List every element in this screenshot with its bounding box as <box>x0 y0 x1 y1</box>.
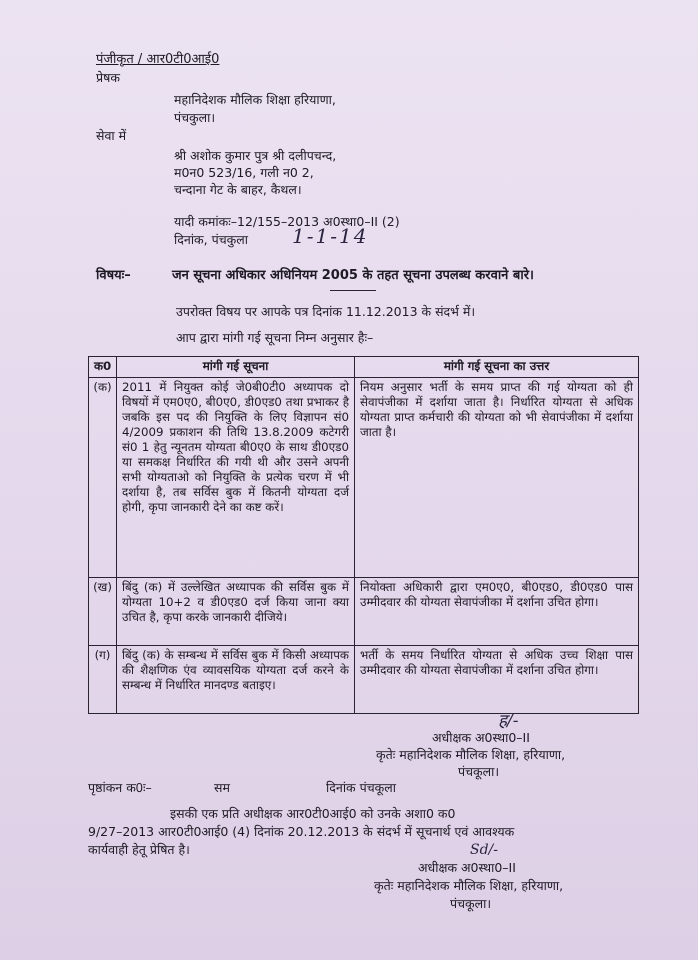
recipient-line-2: म0न0 523/16, गली न0 2, <box>174 165 314 180</box>
row-number: (ख) <box>89 578 117 646</box>
signature2-title: अधीक्षक अ0स्था0–II <box>418 860 516 875</box>
handwritten-date: 1-1-14 <box>292 224 369 248</box>
row-number: (क) <box>89 378 117 578</box>
to-label: सेवा में <box>96 128 127 143</box>
endorsement-date-label: दिनांक पंचकूला <box>326 780 396 795</box>
endorsement-line-2: 9/27–2013 आर0टी0आई0 (4) दिनांक 20.12.2013 के संदर्भ में सूचनार्थ एवं आवश्यक <box>88 824 515 839</box>
body-para-2: आप द्वारा मांगी गई सूचना निम्न अनुसार हैः– <box>176 330 374 345</box>
row-number: (ग) <box>89 646 117 714</box>
signature1-place: पंचकूला। <box>458 764 500 779</box>
endorsement-line-1: इसकी एक प्रति अधीक्षक आर0टी0आई0 को उनके अशा0 क0 <box>170 806 456 821</box>
reference-number: यादी कमांकः–12/155–2013 अ0स्था0–II (2) <box>174 214 400 229</box>
table-row <box>89 646 639 714</box>
registered-label: पंजीकृत / आर0टी0आई0 <box>96 52 220 67</box>
row-question: बिंदु (क) में उल्लेखित अध्यापक की सर्विस बुक में योग्यता 10+2 व डी0एड0 दर्ज किया जाना क्या उचित है, कृपा करके जानकारी दीजिये। <box>117 578 355 646</box>
handwritten-signature-1: ह/- <box>498 711 519 731</box>
sender-line-1: महानिदेशक मौलिक शिक्षा हरियाणा, <box>174 92 336 107</box>
sender-label: प्रेषक <box>96 70 120 85</box>
subject-label: विषयः– <box>96 268 131 283</box>
signature2-for: कृतेः महानिदेशक मौलिक शिक्षा, हरियाणा, <box>374 878 564 893</box>
table-row <box>89 378 639 578</box>
signature1-title: अधीक्षक अ0स्था0–II <box>432 730 530 745</box>
handwritten-signature-2: Sd/- <box>470 842 498 858</box>
information-table <box>88 356 639 714</box>
table-row <box>89 578 639 646</box>
endorsement-line-3: कार्यवाही हेतू प्रेषित है। <box>88 842 190 857</box>
subject-underline <box>330 290 376 291</box>
table-header-row <box>89 357 639 378</box>
col-header-answer: मांगी गई सूचना का उत्तर <box>355 357 639 378</box>
endorsement-same: सम <box>214 780 230 795</box>
row-answer: नियोक्ता अधिकारी द्वारा एम0ए0, बी0एड0, डी0एड0 पास उम्मीदवार की योग्यता सेवापंजीका में दर्शाना उचित होगा। <box>355 578 639 646</box>
signature2-place: पंचकूला। <box>450 896 492 911</box>
sender-line-2: पंचकुला। <box>174 110 216 125</box>
signature1-for: कृतेः महानिदेशक मौलिक शिक्षा, हरियाणा, <box>376 747 566 762</box>
recipient-line-1: श्री अशोक कुमार पुत्र श्री दलीपचन्द, <box>174 148 337 163</box>
subject-text: जन सूचना अधिकार अधिनियम 2005 के तहत सूचना उपलब्ध करवाने बारे। <box>172 268 534 283</box>
col-header-question: मांगी गई सूचना <box>117 357 355 378</box>
row-question: 2011 में नियुक्त कोई जे0बी0टी0 अध्यापक दो विषयों में एम0ए0, बी0ए0, डी0एड0 तथा प्रभाकर है जबकि इस पद की नियुक्ति के लिए विज्ञापन सं0 4/2009 प्रकाशन की तिथि 13.8.2009 कटेगरी सं0 1 हेतु न्यूनतम योग्यता बी0ए0 के साथ डी0एड0 या समकक्ष निर्धारित की गयी थी और उसने अपनी सभी योग्यताओ को नियुक्ति के प्रत्येक चरण में भी दर्शाया है, तब सर्विस बुक में कितनी योग्यता दर्ज होगी, कृपा जानकारी देने का कष्ट करें। <box>117 378 355 578</box>
col-header-no: क0 <box>89 357 117 378</box>
row-answer: भर्ती के समय निर्धारित योग्यता से अधिक उच्च शिक्षा पास उम्मीदवार की योग्यता सेवापंजीका में दर्शाना उचित होगा। <box>355 646 639 714</box>
row-question: बिंदु (क) के सम्बन्ध में सर्विस बुक में किसी अध्यापक की शैक्षणिक एंव व्यावसयिक योग्यता दर्ज करने के सम्बन्ध में निर्धारित मानदण्ड बताइए। <box>117 646 355 714</box>
body-para-1: उपरोक्त विषय पर आपके पत्र दिनांक 11.12.2013 के संदर्भ में। <box>176 304 476 319</box>
endorsement-no-label: पृष्ठांकन क0ः– <box>88 780 152 795</box>
date-label: दिनांक, पंचकुला <box>174 232 248 247</box>
row-answer: नियम अनुसार भर्ती के समय प्राप्त की गई योग्यता को ही सेवापंजीका में दर्शाया जाता है। निर्धारित योग्यता से अधिक योग्यता प्राप्त कर्मचारी की योग्यता को भी सेवापंजीका में दर्शाया जाता है। <box>355 378 639 578</box>
recipient-line-3: चन्दाना गेट के बाहर, कैथल। <box>174 182 302 197</box>
